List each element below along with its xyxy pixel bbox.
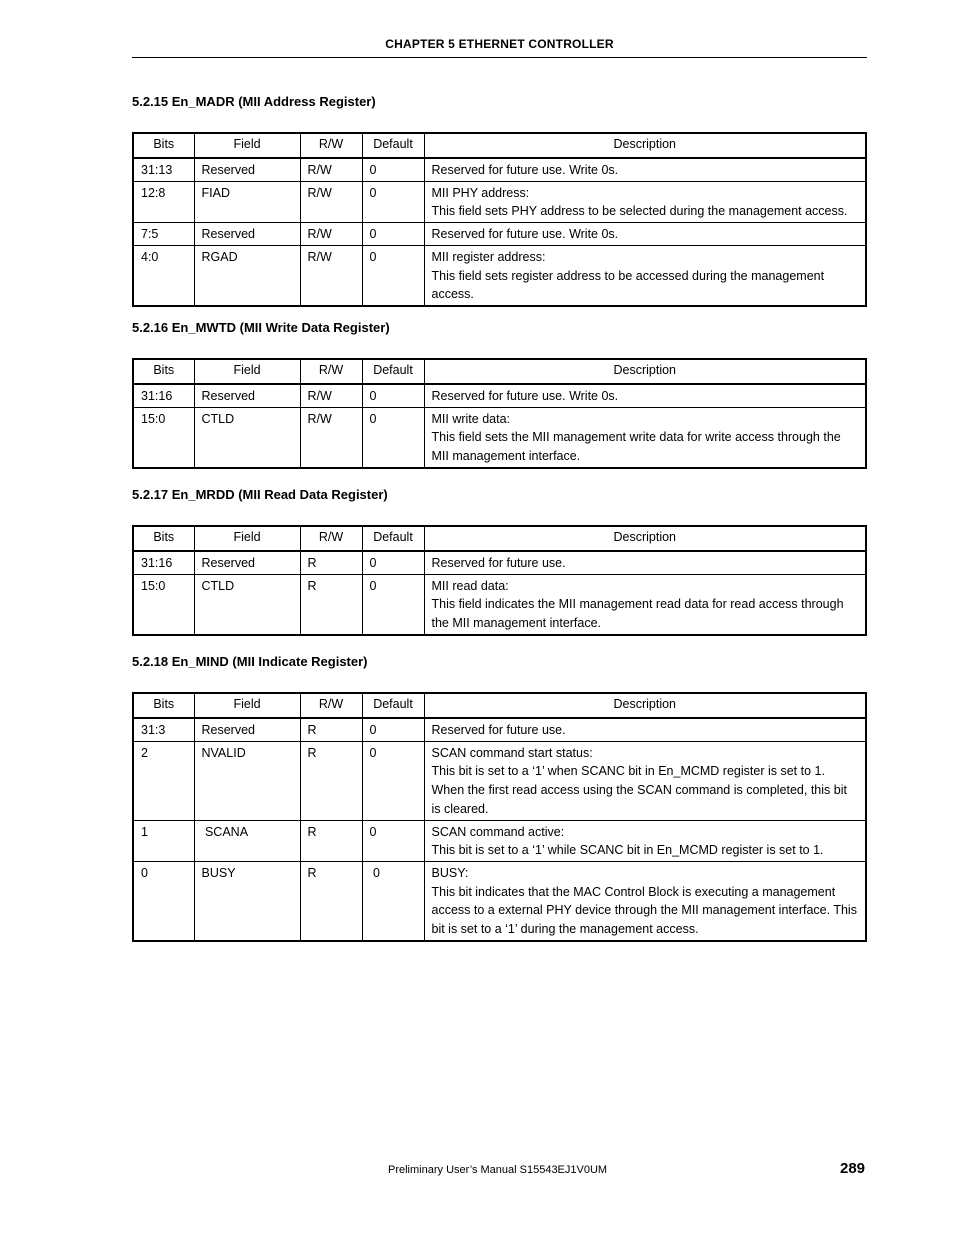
table-header-row [133, 693, 866, 718]
description-cell [424, 407, 866, 468]
bits-cell: 12:8 [133, 181, 194, 222]
description-line: Reserved for future use. [431, 556, 566, 570]
bits-cell: 31:3 [133, 718, 194, 741]
table-row [133, 861, 866, 940]
description-line: MII write data: [431, 411, 510, 426]
table-row [133, 181, 866, 222]
column-header: R/W [300, 133, 362, 158]
column-header: Default [362, 133, 424, 158]
register-table [132, 692, 867, 942]
column-header: Default [362, 526, 424, 551]
description-cell [424, 718, 866, 741]
default-cell: 0 [362, 551, 424, 574]
bits-cell: 0 [133, 861, 194, 940]
column-header: R/W [300, 693, 362, 718]
column-header: Field [194, 359, 300, 384]
field-cell: SCANA [194, 820, 300, 861]
rw-cell: R/W [300, 245, 362, 306]
description-line: access. [431, 287, 474, 302]
rw-cell: R/W [300, 158, 362, 181]
column-header: Description [424, 693, 866, 718]
table-row [133, 245, 866, 306]
description-line: MII register address: [431, 249, 546, 264]
description-line: Reserved for future use. Write 0s. [431, 163, 619, 177]
page-number: 289 [840, 1160, 866, 1177]
description-line: the MII management interface. [431, 616, 602, 631]
description-line: Reserved for future use. Write 0s. [431, 389, 619, 403]
bits-cell: 31:16 [133, 551, 194, 574]
table-row [133, 223, 866, 246]
description-line: access to a external PHY device through the MII management interface. This [431, 903, 857, 918]
table-header-row [133, 526, 866, 551]
section-heading: 5.2.18 En_MIND (MII Indicate Register) [132, 654, 368, 669]
description-line: BUSY: [431, 865, 469, 880]
table-row [133, 718, 866, 741]
description-line: This bit is set to a ‘1’ when SCANC bit in En_MCMD register is set to 1. [431, 764, 825, 779]
description-line: SCAN command start status: [431, 745, 593, 760]
field-cell: BUSY [194, 861, 300, 940]
rw-cell: R/W [300, 223, 362, 246]
bits-cell: 15:0 [133, 574, 194, 635]
column-header: Field [194, 526, 300, 551]
column-header: R/W [300, 526, 362, 551]
description-line: This field sets register address to be accessed during the management [431, 268, 825, 283]
table-header-row [133, 359, 866, 384]
field-cell: Reserved [194, 718, 300, 741]
table-header-row [133, 133, 866, 158]
description-cell [424, 384, 866, 407]
chapter-header: CHAPTER 5 ETHERNET CONTROLLER [385, 37, 614, 51]
column-header: Description [424, 359, 866, 384]
rw-cell: R [300, 718, 362, 741]
register-table [132, 358, 867, 469]
description-line: is cleared. [431, 801, 489, 816]
description-cell [424, 181, 866, 222]
section-heading: 5.2.15 En_MADR (MII Address Register) [132, 94, 376, 109]
rw-cell: R/W [300, 181, 362, 222]
field-cell: CTLD [194, 407, 300, 468]
bits-cell: 4:0 [133, 245, 194, 306]
table-row [133, 407, 866, 468]
column-header: Default [362, 359, 424, 384]
default-cell: 0 [362, 223, 424, 246]
field-cell: Reserved [194, 223, 300, 246]
column-header: Field [194, 693, 300, 718]
table-row [133, 384, 866, 407]
column-header: Description [424, 526, 866, 551]
section-heading: 5.2.17 En_MRDD (MII Read Data Register) [132, 487, 388, 502]
description-cell [424, 574, 866, 635]
column-header: R/W [300, 359, 362, 384]
column-header: Description [424, 133, 866, 158]
register-table [132, 132, 867, 307]
bits-cell: 2 [133, 741, 194, 820]
default-cell: 0 [362, 741, 424, 820]
column-header: Bits [133, 133, 194, 158]
rw-cell: R [300, 741, 362, 820]
description-line: Reserved for future use. [431, 723, 566, 737]
description-cell [424, 223, 866, 246]
description-line: Reserved for future use. Write 0s. [431, 227, 619, 242]
register-table [132, 525, 867, 636]
section-heading: 5.2.16 En_MWTD (MII Write Data Register) [132, 320, 390, 335]
rw-cell: R/W [300, 407, 362, 468]
default-cell: 0 [362, 384, 424, 407]
bits-cell: 7:5 [133, 223, 194, 246]
table-row [133, 551, 866, 574]
default-cell: 0 [362, 181, 424, 222]
column-header: Default [362, 693, 424, 718]
description-cell [424, 820, 866, 861]
field-cell: CTLD [194, 574, 300, 635]
rw-cell: R [300, 861, 362, 940]
description-cell [424, 741, 866, 820]
bits-cell: 31:16 [133, 384, 194, 407]
rw-cell: R/W [300, 384, 362, 407]
description-line: SCAN command active: [431, 824, 565, 839]
column-header: Bits [133, 359, 194, 384]
default-cell: 0 [362, 861, 424, 940]
description-line: MII read data: [431, 578, 509, 593]
header-divider [132, 57, 867, 58]
column-header: Field [194, 133, 300, 158]
description-line: This bit is set to a ‘1’ while SCANC bit in En_MCMD register is set to 1. [431, 843, 824, 858]
description-line: This field sets the MII management write data for write access through the [431, 430, 841, 445]
field-cell: Reserved [194, 551, 300, 574]
column-header: Bits [133, 693, 194, 718]
rw-cell: R [300, 574, 362, 635]
description-line: MII management interface. [431, 449, 581, 464]
table-row [133, 741, 866, 820]
description-line: This field indicates the MII management read data for read access through [431, 597, 844, 612]
description-cell [424, 551, 866, 574]
table-row [133, 820, 866, 861]
description-line: bit is set to a ‘1’ during the management access. [431, 922, 699, 937]
description-line: MII PHY address: [431, 185, 530, 200]
default-cell: 0 [362, 820, 424, 861]
bits-cell: 1 [133, 820, 194, 861]
field-cell: FIAD [194, 181, 300, 222]
default-cell: 0 [362, 718, 424, 741]
field-cell: Reserved [194, 158, 300, 181]
description-line: When the first read access using the SCAN command is completed, this bit [431, 783, 847, 798]
rw-cell: R [300, 551, 362, 574]
rw-cell: R [300, 820, 362, 861]
description-cell [424, 245, 866, 306]
default-cell: 0 [362, 407, 424, 468]
description-cell [424, 861, 866, 940]
table-row [133, 158, 866, 181]
footer-text: Preliminary User’s Manual S15543EJ1V0UM [388, 1164, 608, 1176]
bits-cell: 31:13 [133, 158, 194, 181]
description-line: This field sets PHY address to be selected during the management access. [431, 204, 848, 219]
default-cell: 0 [362, 245, 424, 306]
default-cell: 0 [362, 574, 424, 635]
field-cell: Reserved [194, 384, 300, 407]
field-cell: RGAD [194, 245, 300, 306]
description-cell [424, 158, 866, 181]
table-row [133, 574, 866, 635]
column-header: Bits [133, 526, 194, 551]
field-cell: NVALID [194, 741, 300, 820]
description-line: This bit indicates that the MAC Control Block is executing a management [431, 884, 836, 899]
default-cell: 0 [362, 158, 424, 181]
bits-cell: 15:0 [133, 407, 194, 468]
